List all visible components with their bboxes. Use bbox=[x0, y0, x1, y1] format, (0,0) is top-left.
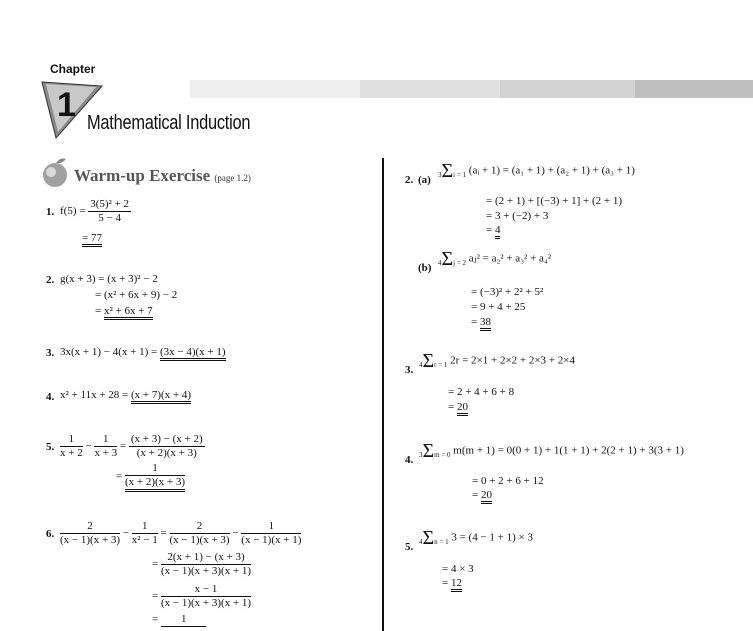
q6-frac-1 bbox=[60, 520, 120, 547]
q2b-answer: 38 bbox=[480, 316, 491, 331]
question-number: 3. bbox=[405, 364, 414, 376]
sigma-lower: m = 0 bbox=[434, 451, 451, 459]
q3-expression bbox=[60, 346, 226, 358]
q6-equals-2: = bbox=[152, 558, 159, 571]
q5r-line-3 bbox=[442, 577, 462, 589]
q4-expression bbox=[60, 389, 191, 401]
q5-frac-2 bbox=[94, 433, 117, 460]
q2a-line-3: = 3 + (−2) + 3 bbox=[486, 210, 549, 222]
q1-numerator: 3(5)² + 2 bbox=[90, 198, 130, 210]
question-number: 2. bbox=[405, 174, 414, 186]
page-reference: (page 1.2) bbox=[214, 173, 251, 183]
q4-lhs: x² + 11x + 28 = bbox=[60, 389, 132, 401]
q6-frac-6-den: (x − 1)(x + 3)(x + 1) bbox=[160, 597, 252, 609]
q4r-equals: = bbox=[472, 489, 481, 501]
q1-expression bbox=[60, 198, 131, 225]
q6-frac-5 bbox=[161, 551, 251, 578]
q3-lhs: 3x(x + 1) − 4(x + 1) = bbox=[60, 346, 160, 358]
q3r-equals: = bbox=[448, 401, 457, 413]
q6-minus: − bbox=[122, 527, 130, 540]
chapter-label: Chapter bbox=[50, 62, 96, 76]
q3r-expansion: 2r = 2×1 + 2×2 + 2×3 + 2×4 bbox=[450, 354, 575, 367]
q6-equals: = bbox=[160, 527, 167, 540]
q2-equals: = bbox=[95, 305, 104, 317]
section-title-text: Warm-up Exercise bbox=[74, 166, 211, 185]
question-number: 3. bbox=[46, 347, 55, 359]
sigma-symbol: 4Σn = 1 bbox=[419, 527, 449, 549]
q5-equals: = bbox=[119, 440, 127, 453]
q4r-expansion: m(m + 1) = 0(0 + 1) + 1(1 + 1) + 2(2 + 1) + 3(3 + 1) bbox=[453, 444, 684, 457]
q1-lhs: f(5) = bbox=[60, 205, 86, 218]
sigma-symbol: 3Σi = 1 bbox=[438, 160, 467, 182]
q6-frac-3 bbox=[170, 520, 230, 547]
q6-frac-5-num: 2(x + 1) − (x + 3) bbox=[161, 551, 251, 565]
q6-frac-3-den: (x − 1)(x + 3) bbox=[169, 534, 230, 546]
q4r-line-3 bbox=[472, 489, 492, 501]
question-number: 5. bbox=[405, 541, 414, 553]
q5-minus: − bbox=[85, 440, 92, 453]
q5r-line-2: = 4 × 3 bbox=[442, 563, 474, 575]
sigma-symbol: 3Σm = 0 bbox=[419, 440, 451, 462]
q4-answer: (x + 7)(x + 4) bbox=[131, 389, 191, 404]
q6-frac-2-num: 1 bbox=[132, 520, 158, 534]
q2a-equals: = bbox=[486, 224, 495, 236]
q2a-line-4 bbox=[486, 224, 500, 236]
q4r-line-1 bbox=[419, 442, 684, 460]
question-number: 4. bbox=[46, 391, 55, 403]
q6-frac-2-den: x² − 1 bbox=[131, 534, 158, 546]
q5-frac-1-den: x + 2 bbox=[60, 447, 83, 459]
q6-frac-1-num: 2 bbox=[60, 520, 120, 534]
q5-frac-2-num: 1 bbox=[94, 433, 117, 447]
question-number: 1. bbox=[46, 206, 55, 218]
q6-frac-4-den: (x − 1)(x + 1) bbox=[241, 534, 302, 546]
q1-answer: = 77 bbox=[82, 232, 102, 247]
q6-frac-6 bbox=[161, 583, 251, 610]
q2b-equals: = bbox=[471, 316, 480, 328]
sigma-upper: 4 bbox=[419, 361, 423, 369]
q5-frac-3-num: (x + 3) − (x + 2) bbox=[130, 433, 203, 445]
question-number: 4. bbox=[405, 454, 414, 466]
q5-frac-1-num: 1 bbox=[60, 433, 83, 447]
chapter-number: 1 bbox=[57, 86, 76, 124]
header-band-2 bbox=[360, 80, 500, 98]
q6-frac-1-den: (x − 1)(x + 3) bbox=[60, 534, 121, 546]
question-number: 6. bbox=[46, 528, 55, 540]
q5-answer bbox=[125, 462, 185, 492]
q6-frac-4 bbox=[241, 520, 301, 547]
q2b-line-4 bbox=[471, 316, 491, 328]
q6-frac-5-den: (x − 1)(x + 3)(x + 1) bbox=[160, 565, 252, 577]
part-label: (a) bbox=[418, 174, 431, 186]
sigma-symbol: 4Σr = 1 bbox=[419, 350, 448, 372]
q5-frac-3-den: (x + 2)(x + 3) bbox=[136, 447, 197, 459]
q6-line-2 bbox=[152, 551, 251, 578]
q5r-expansion: 3 = (4 − 1 + 1) × 3 bbox=[451, 531, 533, 544]
sigma-upper: 4 bbox=[438, 259, 442, 267]
q2-line-2: = (x² + 6x + 9) − 2 bbox=[95, 289, 178, 301]
q6-equals-3: = bbox=[152, 590, 159, 603]
q5-line-1 bbox=[60, 433, 205, 460]
q2-line-3 bbox=[95, 305, 153, 317]
q6-frac-6-num: x − 1 bbox=[161, 583, 251, 597]
q6-line-3 bbox=[152, 583, 251, 610]
header-band-4 bbox=[635, 80, 753, 98]
q2a-line-1 bbox=[438, 162, 635, 180]
q4r-line-2: = 0 + 2 + 6 + 12 bbox=[472, 475, 544, 487]
header-band-3 bbox=[500, 80, 635, 98]
q2a-answer: 4 bbox=[495, 224, 501, 239]
sigma-upper: 3 bbox=[438, 171, 442, 179]
q5-line-2 bbox=[116, 462, 185, 492]
q1-fraction bbox=[88, 198, 131, 225]
q2b-expansion: aⱼ² = a₂² + a₃² + a₄² bbox=[468, 252, 552, 265]
q5-frac-2-den: x + 3 bbox=[94, 447, 118, 459]
section-title bbox=[74, 166, 251, 186]
q6-frac-4-num: 1 bbox=[241, 520, 301, 534]
q2b-line-3: = 9 + 4 + 25 bbox=[471, 301, 526, 313]
q5-answer-den: (x + 2)(x + 3) bbox=[124, 476, 186, 488]
sigma-lower: i = 1 bbox=[453, 171, 467, 179]
header-band-1 bbox=[190, 80, 360, 98]
sigma-lower: r = 1 bbox=[434, 361, 448, 369]
q3r-answer: 20 bbox=[457, 401, 468, 416]
q5-frac-3 bbox=[129, 433, 205, 460]
q6-equals-4: = bbox=[152, 613, 159, 626]
q2b-line-1 bbox=[438, 250, 551, 268]
q3r-line-1 bbox=[419, 352, 575, 370]
sigma-lower: n = 1 bbox=[434, 538, 449, 546]
q5-frac-1 bbox=[60, 433, 83, 460]
question-number: 5. bbox=[46, 441, 55, 453]
q6-minus-2: − bbox=[232, 527, 239, 540]
q5-answer-num: 1 bbox=[125, 462, 185, 476]
q2-answer: x² + 6x + 7 bbox=[104, 305, 153, 320]
sigma-symbol: 4Σj = 2 bbox=[438, 248, 467, 270]
q5r-answer: 12 bbox=[451, 577, 462, 592]
q2b-line-2: = (−3)² + 2² + 5² bbox=[471, 286, 544, 298]
q3r-line-2: = 2 + 4 + 6 + 8 bbox=[448, 386, 515, 398]
q3-answer: (3x − 4)(x + 1) bbox=[160, 346, 226, 361]
column-divider bbox=[382, 158, 384, 631]
q1-denominator: 5 − 4 bbox=[98, 212, 121, 224]
apple-icon bbox=[40, 156, 72, 188]
sigma-upper: 3 bbox=[419, 451, 423, 459]
q6-line-1 bbox=[60, 520, 301, 547]
question-number: 2. bbox=[46, 274, 55, 286]
q6-frac-7-num: 1 bbox=[161, 613, 207, 627]
q6-frac-2 bbox=[132, 520, 158, 547]
q6-line-4 bbox=[152, 613, 206, 627]
q6-frac-7 bbox=[161, 613, 207, 627]
q2a-expansion: (aᵢ + 1) = (a₁ + 1) + (a₂ + 1) + (a₃ + 1) bbox=[468, 164, 635, 177]
q3r-line-3 bbox=[448, 401, 468, 413]
q5r-line-1 bbox=[419, 529, 533, 547]
q6-frac-3-num: 2 bbox=[170, 520, 230, 534]
q2-line-1: g(x + 3) = (x + 3)² − 2 bbox=[60, 273, 158, 285]
chapter-title: Mathematical Induction bbox=[87, 112, 251, 134]
q4r-answer: 20 bbox=[481, 489, 492, 504]
q2a-line-2: = (2 + 1) + [(−3) + 1] + (2 + 1) bbox=[486, 195, 622, 207]
sigma-lower: j = 2 bbox=[453, 259, 467, 267]
q5-equals-2: = bbox=[116, 470, 123, 483]
q5r-equals: = bbox=[442, 577, 451, 589]
part-label: (b) bbox=[418, 262, 432, 274]
sigma-upper: 4 bbox=[419, 538, 423, 546]
